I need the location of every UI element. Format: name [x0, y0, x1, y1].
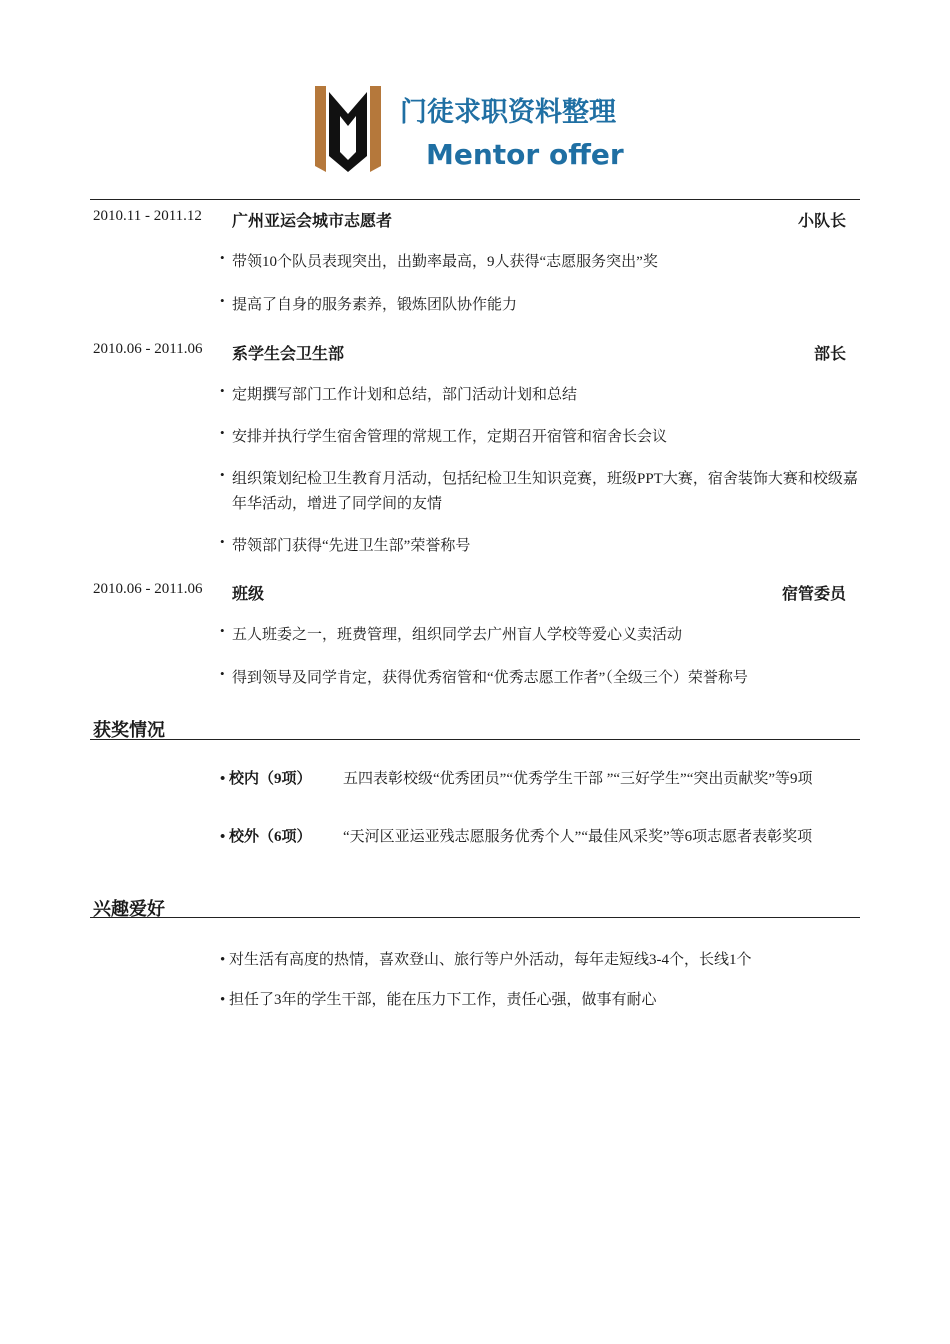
- bullet-icon: •: [220, 666, 225, 681]
- list-item: • 带领10个队员表现突出，出勤率最高，9人获得“志愿服务突出”奖: [220, 250, 860, 275]
- award-label: • 校内（9项）: [220, 771, 312, 787]
- logo-title-cn: 门徒求职资料整理: [400, 97, 616, 128]
- brand-logo: [312, 82, 642, 178]
- experience-date: 2010.06 - 2011.06: [93, 581, 203, 597]
- section-title-awards: 获奖情况: [93, 720, 165, 740]
- list-item: • 带领部门获得“先进卫生部”荣誉称号: [220, 534, 860, 559]
- section-title-hobbies: 兴趣爱好: [93, 899, 165, 919]
- logo-title-en: Mentor offer: [426, 138, 624, 171]
- experience-org: 班级: [232, 586, 265, 603]
- experience-role: 部长: [813, 346, 846, 363]
- list-item: • 组织策划纪检卫生教育月活动，包括纪检卫生知识竞赛，班级PPT大赛，宿舍装饰大赛和校级嘉年华活动，增进了同学间的友情: [220, 467, 860, 517]
- award-desc: 五四表彰校级“优秀团员”“优秀学生干部 ”“三好学生”“突出贡献奖”等9项: [343, 771, 813, 787]
- bullet-icon: •: [220, 383, 225, 398]
- list-item: • 对生活有高度的热情，喜欢登山、旅行等户外活动，每年走短线3-4个，长线1个: [220, 952, 752, 968]
- list-item: • 定期撰写部门工作计划和总结，部门活动计划和总结: [220, 383, 860, 408]
- bullet-icon: •: [220, 425, 225, 440]
- experience-date: 2010.11 - 2011.12: [93, 208, 202, 224]
- list-item: • 安排并执行学生宿舍管理的常规工作，定期召开宿管和宿舍长会议: [220, 425, 860, 450]
- bullet-icon: •: [220, 623, 225, 638]
- header-divider: [90, 199, 860, 200]
- section-divider: [90, 739, 860, 740]
- list-item: • 五人班委之一，班费管理，组织同学去广州盲人学校等爱心义卖活动: [220, 623, 860, 648]
- m-logo-icon: [312, 82, 384, 174]
- experience-org: 广州亚运会城市志愿者: [232, 213, 393, 230]
- experience-org: 系学生会卫生部: [232, 346, 345, 363]
- bullet-icon: •: [220, 992, 226, 1008]
- list-item: • 提高了自身的服务素养，锻炼团队协作能力: [220, 293, 860, 318]
- bullet-icon: •: [220, 467, 225, 482]
- bullet-icon: •: [220, 293, 225, 308]
- list-item: • 得到领导及同学肯定，获得优秀宿管和“优秀志愿工作者”（全级三个）荣誉称号: [220, 666, 860, 691]
- experience-role: 小队长: [797, 213, 846, 230]
- award-desc: “天河区亚运亚残志愿服务优秀个人”“最佳风采奖”等6项志愿者表彰奖项: [343, 829, 813, 845]
- bullet-icon: •: [220, 250, 225, 265]
- list-item: • 担任了3年的学生干部，能在压力下工作，责任心强，做事有耐心: [220, 992, 657, 1008]
- bullet-icon: •: [220, 952, 226, 968]
- award-label: • 校外（6项）: [220, 829, 312, 845]
- experience-date: 2010.06 - 2011.06: [93, 341, 203, 357]
- bullet-icon: •: [220, 534, 225, 549]
- section-divider: [90, 917, 860, 918]
- experience-role: 宿管委员: [781, 586, 846, 603]
